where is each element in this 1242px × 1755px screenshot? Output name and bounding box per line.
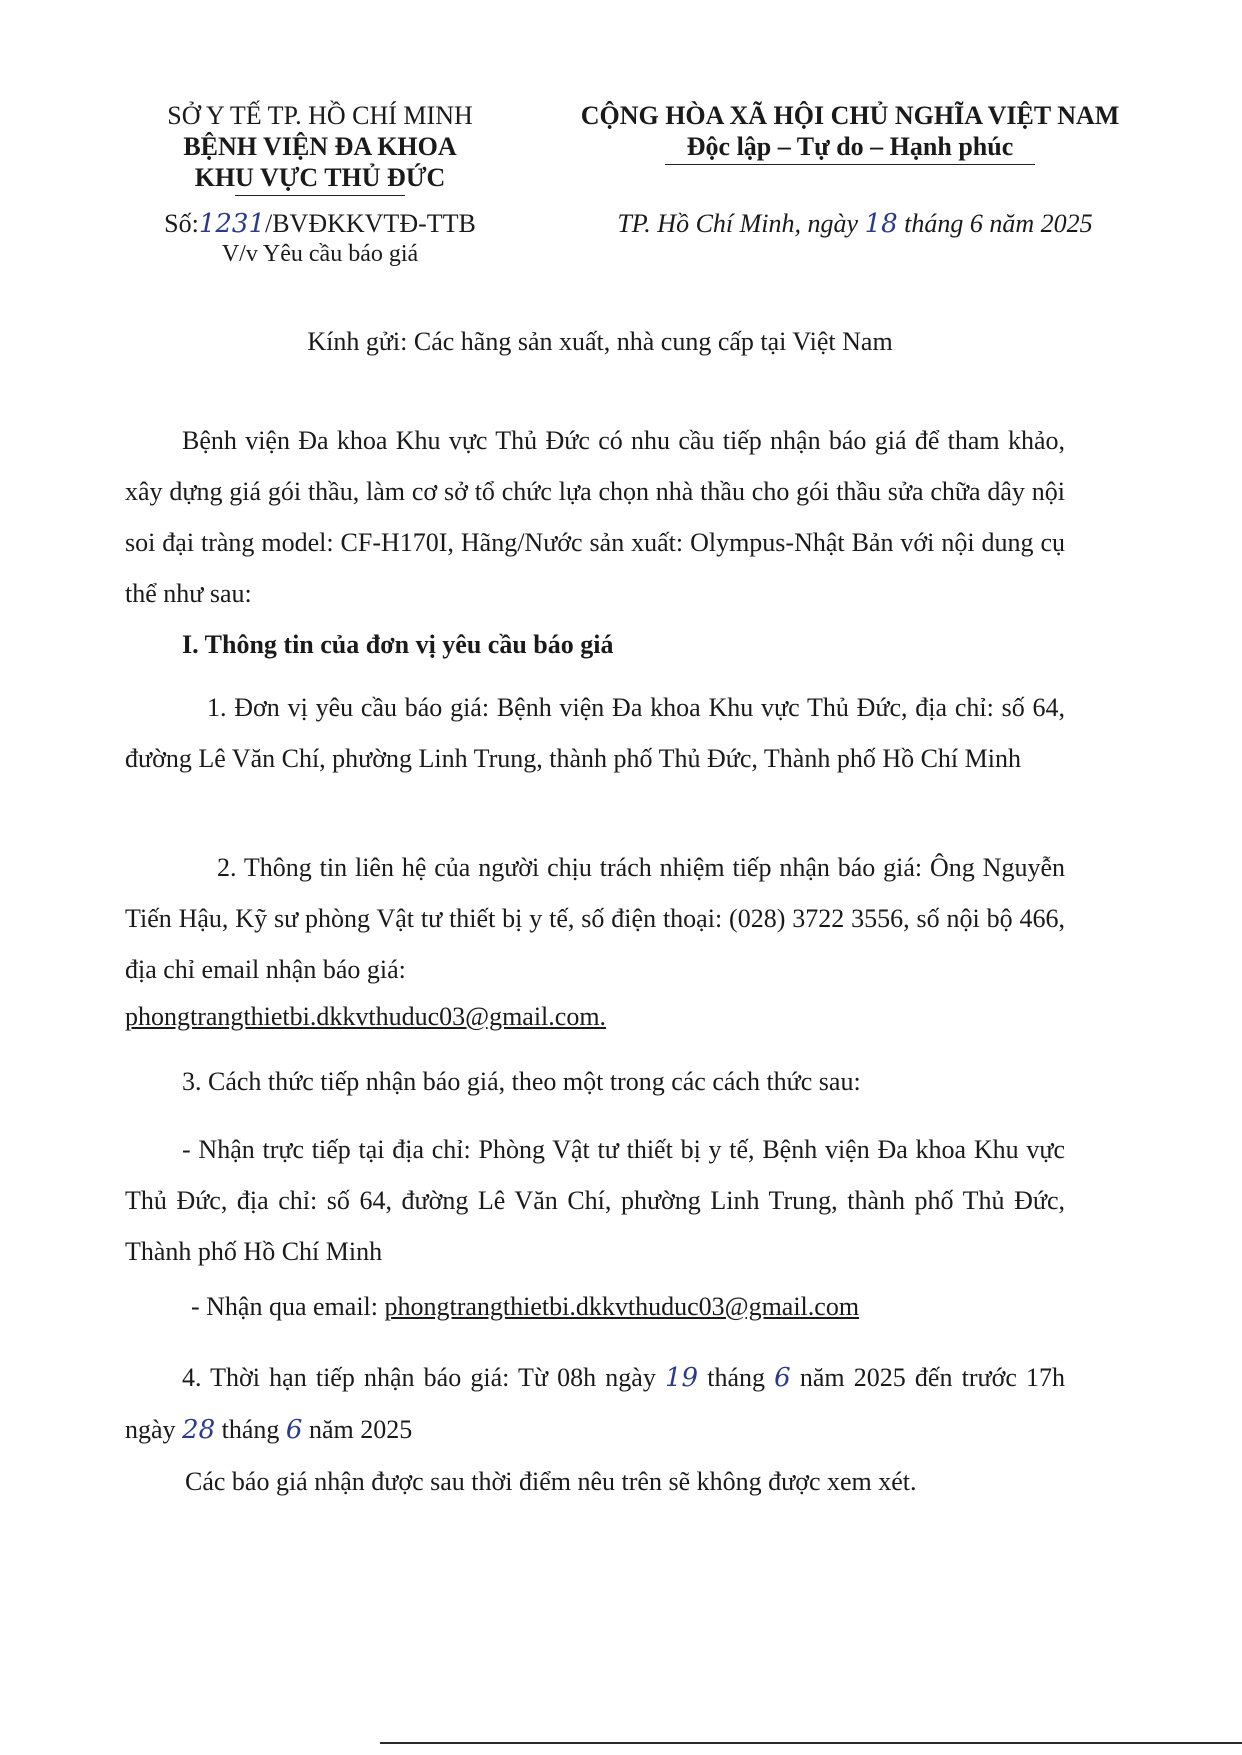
- scan-edge-line: [380, 1742, 1242, 1744]
- section-1-title: I. Thông tin của đơn vị yêu cầu báo giá: [182, 630, 614, 659]
- issuing-agency-block: [130, 100, 510, 196]
- date-day-handwritten: 18: [864, 209, 898, 239]
- item-3-direct-delivery: - Nhận trực tiếp tại địa chỉ: Phòng Vật tư thiết bị y tế, Bệnh viện Đa khoa Khu vực Thủ Đức, địa chỉ: số 64, đường Lê Văn Chí, phường Linh Trung, thành phố Thủ Đức, Thành phố Hồ Chí Minh: [125, 1135, 1065, 1266]
- doc-number-suffix: /BVĐKKVTĐ-TTB: [264, 209, 476, 238]
- item-4-deadline: [125, 1352, 1065, 1456]
- intro-paragraph: Bệnh viện Đa khoa Khu vực Thủ Đức có nhu cầu tiếp nhận báo giá để tham khảo, xây dựng giá gói thầu, làm cơ sở tổ chức lựa chọn nhà thầu cho gói thầu sửa chữa dây nội soi đại tràng model: CF-H170I, Hãng/Nước sản xuất: Olympus-Nhật Bản với nội dung cụ thể như sau:: [125, 426, 1065, 608]
- item-3-email-delivery: [191, 1292, 859, 1322]
- date-prefix: TP. Hồ Chí Minh, ngày: [617, 209, 865, 238]
- recipient-line: Kính gửi: Các hãng sản xuất, nhà cung cấp tại Việt Nam: [307, 327, 893, 356]
- email-delivery-link[interactable]: phongtrangthietbi.dkkvthuduc03@gmail.com: [384, 1292, 860, 1321]
- start-day-handwritten: 19: [665, 1363, 699, 1393]
- motto-underline: [665, 164, 1035, 165]
- agency-parent: SỞ Y TẾ TP. HỒ CHÍ MINH: [167, 101, 473, 130]
- end-day-handwritten: 28: [182, 1415, 216, 1445]
- deadline-part5: năm 2025: [302, 1415, 413, 1444]
- document-number: [150, 208, 490, 240]
- deadline-part2: tháng: [698, 1363, 775, 1392]
- national-title-block: [580, 100, 1120, 165]
- national-motto: Độc lập – Tự do – Hạnh phúc: [686, 132, 1014, 161]
- item-1-requesting-unit: 1. Đơn vị yêu cầu báo giá: Bệnh viện Đa khoa Khu vực Thủ Đức, địa chỉ: số 64, đường Lê Văn Chí, phường Linh Trung, thành phố Thủ Đức, Thành phố Hồ Chí Minh: [125, 693, 1065, 773]
- deadline-part3: năm 2025 đến trước 17h ngày: [125, 1363, 1066, 1444]
- deadline-part4: tháng: [215, 1415, 286, 1444]
- agency-name-line2: KHU VỰC THỦ ĐỨC: [194, 163, 446, 192]
- email-delivery-label: - Nhận qua email:: [191, 1292, 385, 1321]
- deadline-part1: 4. Thời hạn tiếp nhận báo giá: Từ 08h ngày: [182, 1363, 665, 1392]
- document-subject: V/v Yêu cầu báo giá: [221, 241, 419, 267]
- closing-note: Các báo giá nhận được sau thời điểm nêu trên sẽ không được xem xét.: [185, 1467, 917, 1496]
- doc-number-handwritten: 1231: [198, 209, 265, 239]
- date-suffix: tháng 6 năm 2025: [897, 209, 1093, 238]
- end-month-handwritten: 6: [285, 1415, 303, 1445]
- contact-email-link[interactable]: phongtrangthietbi.dkkvthuduc03@gmail.com.: [125, 1002, 607, 1031]
- item-2-contact-info: 2. Thông tin liên hệ của người chịu trách nhiệm tiếp nhận báo giá: Ông Nguyễn Tiến Hậu, Kỹ sư phòng Vật tư thiết bị y tế, số điện thoại: (028) 3722 3556, số nội bộ 466, địa chỉ email nhận báo giá:: [125, 853, 1065, 984]
- start-month-handwritten: 6: [774, 1363, 791, 1393]
- agency-name-line1: BỆNH VIỆN ĐA KHOA: [183, 132, 457, 161]
- date-line: [590, 208, 1120, 240]
- agency-underline: [235, 195, 405, 196]
- national-title: CỘNG HÒA XÃ HỘI CHỦ NGHĨA VIỆT NAM: [580, 101, 1120, 130]
- doc-number-prefix: Số:: [164, 209, 199, 238]
- item-3-methods: 3. Cách thức tiếp nhận báo giá, theo một trong các cách thức sau:: [182, 1067, 861, 1096]
